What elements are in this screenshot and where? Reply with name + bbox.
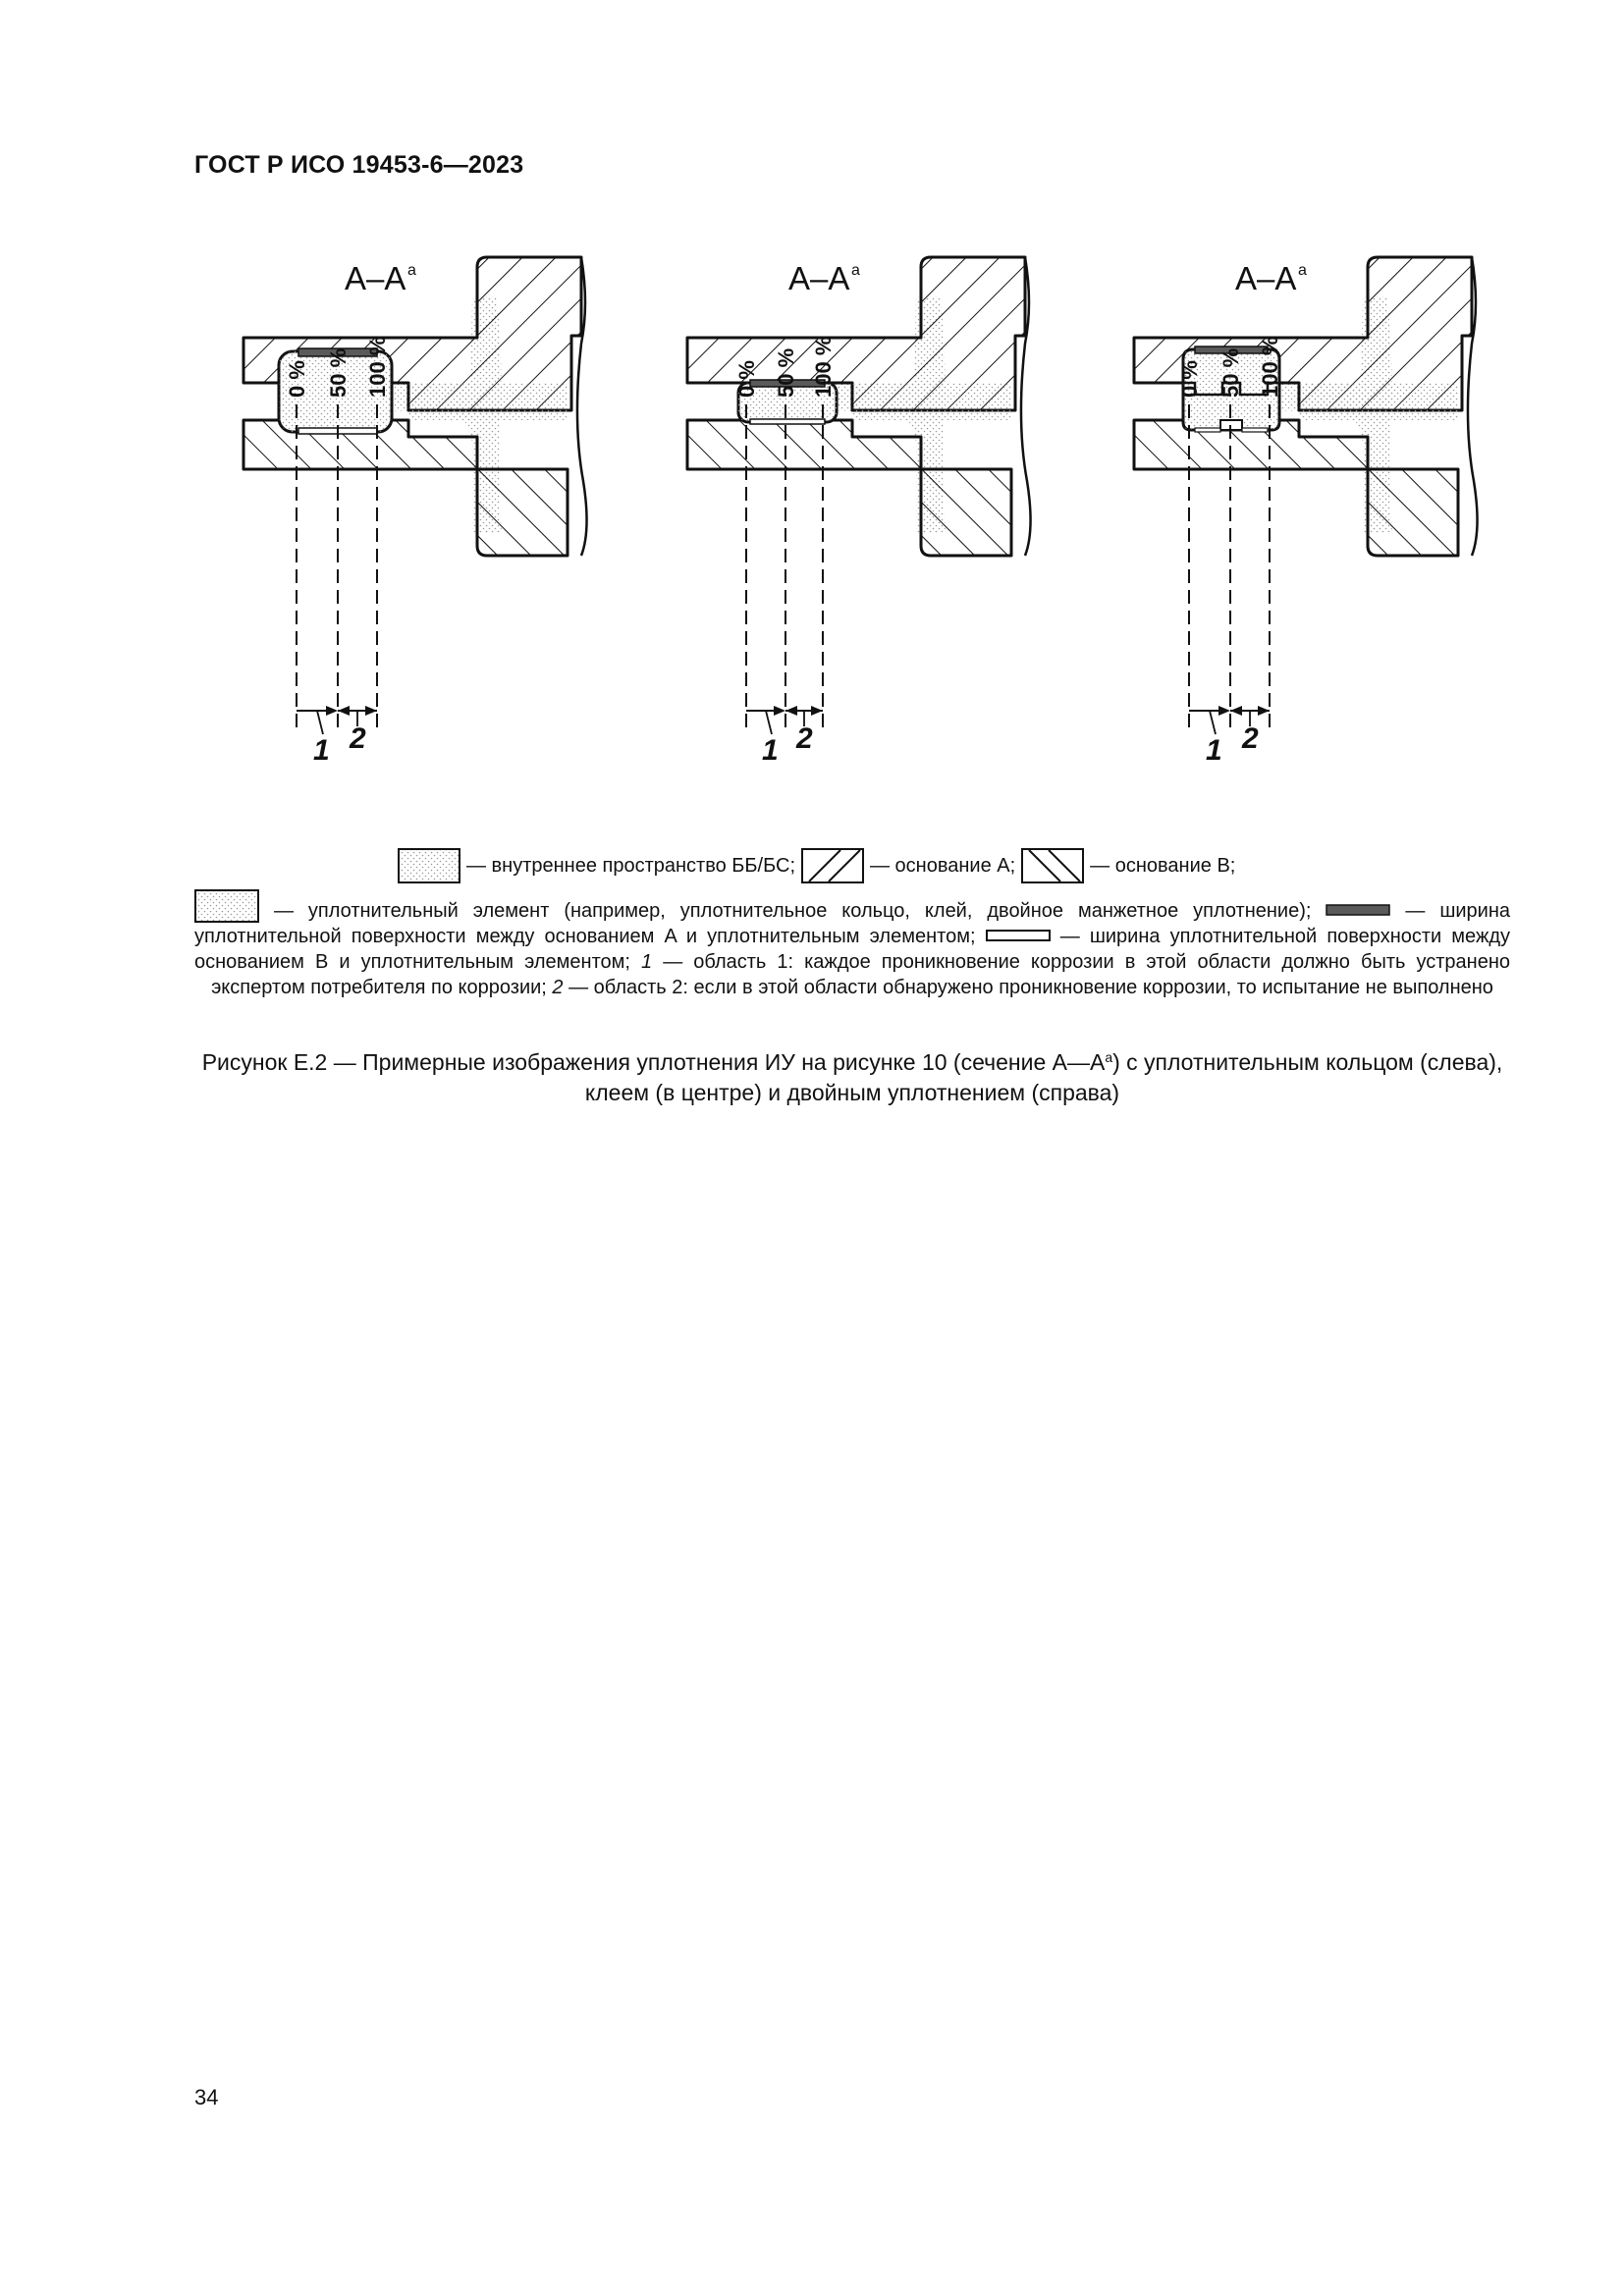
document-code: ГОСТ Р ИСО 19453-6—2023	[194, 151, 524, 179]
zone-1-label: 1	[313, 734, 330, 767]
percent-label: 100 %	[365, 336, 390, 398]
percent-label: 100 %	[811, 336, 836, 398]
zone-1-leader	[1210, 711, 1216, 734]
legend-zone2-text: — область 2: если в этой области обнаружено проникновение коррозии, то испытание не выполнено	[568, 977, 1493, 998]
swatch-base-b	[1021, 848, 1084, 883]
section-title: А–А	[1235, 260, 1297, 296]
percent-label: 0 %	[1177, 360, 1202, 398]
legend-zone2-num: 2	[552, 977, 564, 998]
zone-1-leader	[317, 711, 323, 734]
zone-1-label: 1	[1206, 734, 1222, 767]
zone-1-arrowhead	[774, 706, 785, 716]
zone-2-arrowhead-left	[338, 706, 350, 716]
percent-label: 50 %	[1218, 347, 1243, 398]
zone-1-label: 1	[762, 734, 779, 767]
section-title: А–А	[788, 260, 850, 296]
panel-center	[687, 257, 1031, 556]
legend-inner-space: — внутреннее пространство ББ/БС;	[466, 854, 795, 877]
section-title-sup: a	[1298, 262, 1307, 279]
zone-2-arrowhead-right	[1258, 706, 1270, 716]
percent-label: 0 %	[734, 360, 759, 398]
caption-part2: ) с уплотнительным кольцом (слева), клеем (в центре) и двойным уплотнением (справа)	[584, 1049, 1503, 1105]
page-number: 34	[194, 2085, 219, 2109]
zone-2-label: 2	[796, 722, 813, 755]
caption-part1: Рисунок Е.2 — Примерные изображения уплотнения ИУ на рисунке 10 (сечение А—А	[201, 1049, 1106, 1075]
panel-right	[1134, 257, 1478, 556]
legend-base-a: — основание A;	[870, 854, 1016, 877]
swatch-base-a	[801, 848, 864, 883]
legend-zone1-num: 1	[641, 951, 653, 973]
zone-1-arrowhead	[1218, 706, 1230, 716]
section-title-sup: a	[851, 262, 860, 279]
legend-base-b: — основание B;	[1090, 854, 1236, 877]
legend-zone1-text: — область 1: каждое проникновение коррозии в этой области должно быть устранено экспертом потребителя по коррозии;	[211, 951, 1510, 998]
caption-sup: a	[1105, 1049, 1113, 1065]
figure-e2	[0, 236, 1624, 825]
percent-label: 0 %	[285, 360, 309, 398]
legend-row-1	[398, 846, 1235, 885]
section-title-sup: a	[407, 262, 416, 279]
zone-2-arrowhead-left	[785, 706, 797, 716]
legend-width-a: — ширина уплотнительной поверхности между основанием A и уплотнительным элементом;	[194, 900, 1511, 947]
zone-2-label: 2	[1242, 722, 1259, 755]
panel-left	[239, 257, 587, 556]
zone-2-arrowhead-right	[365, 706, 377, 716]
legend-width-b: — ширина уплотнительной поверхности между основанием B и уплотнительным элементом;	[194, 926, 1510, 973]
zone-1-leader	[766, 711, 772, 734]
legend-block	[194, 889, 1510, 1000]
zone-2-arrowhead-left	[1230, 706, 1242, 716]
swatch-width-a	[1326, 902, 1390, 918]
percent-label: 50 %	[774, 347, 798, 398]
zone-1-arrowhead	[326, 706, 338, 716]
zone-2-arrowhead-right	[811, 706, 823, 716]
swatch-seal-element	[194, 889, 259, 923]
zone-2-label: 2	[350, 722, 366, 755]
swatch-inner-space	[398, 848, 460, 883]
percent-label: 50 %	[326, 347, 351, 398]
legend-seal-element: — уплотнительный элемент (например, уплотнительное кольцо, клей, двойное манжетное уплотнение);	[273, 900, 1312, 922]
section-title: А–А	[345, 260, 406, 296]
percent-label: 100 %	[1258, 336, 1282, 398]
figure-caption	[194, 1042, 1510, 1108]
swatch-width-b	[986, 928, 1051, 943]
